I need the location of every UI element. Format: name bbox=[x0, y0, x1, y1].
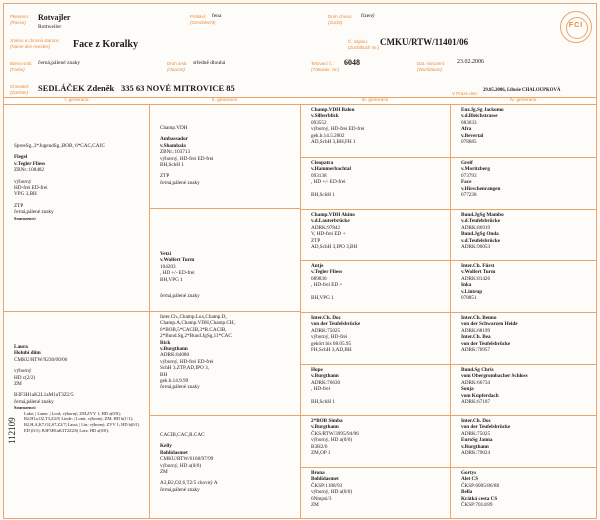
gen1-column bbox=[4, 105, 149, 518]
tattoo-value: 6048 bbox=[344, 58, 360, 67]
gen1-header: I. generace bbox=[4, 97, 149, 105]
gen4-cell: Gortys Alet CS ČKSP:6005/86/88 Bella Krátká cesta CS ČKSP:7014/89 bbox=[451, 467, 597, 518]
breed-value-de: Rottweiler bbox=[38, 24, 62, 30]
pedigree-document bbox=[3, 3, 597, 519]
gen2-header: II. generace bbox=[149, 97, 300, 105]
color-value: černá,pálené znaky bbox=[38, 60, 81, 66]
issued-value: 29.05.2006, Libuše CHALOUPKOVÁ bbox=[483, 88, 561, 93]
gen3-cell: Brona Bohlídasmet ČKSP:1188/93 výborný, HD a(0/0) 6Nmpsi/3 ZM bbox=[301, 467, 451, 518]
gen2-cell: Champ.VDH Ambassador v.Shambala ZBNr.:103713 výborný, HD-frei ED-frei BH,SchH 1 ZTP černá,pálené znaky bbox=[160, 125, 214, 186]
coat-value: středně dlouhá bbox=[193, 60, 226, 66]
gen4-column bbox=[450, 105, 597, 518]
coat-label: Druh srsti: (Haarart) bbox=[167, 61, 188, 72]
gen3-cell: Antje v.Tegler Fliess 089830 , HD-frei ED + BH,VPG 1 bbox=[301, 260, 451, 312]
gen4-cell: Bund.JgSg Mambo v.d.Teufelsbrücke ADRK:86919 Bund.JgSg Onda v.d.Teufelsbrücke ADRK:90053 bbox=[451, 209, 597, 260]
birth-label: Dat. narození: (Wurfdatum) bbox=[417, 61, 446, 72]
breed-value: Rotvajler bbox=[38, 13, 71, 22]
document-stamp-number: 112109 bbox=[7, 417, 17, 444]
breeding-type-label: Druh chovu: (Zucht) bbox=[328, 14, 353, 25]
gen4-cell: Greif v.Moritzberg 073793 Face v.Hirschenrangen 077238 bbox=[451, 157, 597, 209]
gen2-cell: CACIB,CAC,R.CAC Kelly Bohlídasmet CMKU/RTW/6168/97/99 výborný, HD a(0/0) ZM A3,B2,O2,6,T2/5 chovný A černá,pálené znaky bbox=[150, 415, 301, 518]
gen4-cell: Inter.Ch. Doc von der Teufelsbrücke ADRK:75025 EuroSg Janna v.Burgthann ADRK:79024 bbox=[451, 415, 597, 467]
breeder-name: SEDLÁČEK Zdeněk bbox=[38, 83, 115, 93]
breeding-type-value: řízený bbox=[361, 13, 375, 19]
issued-label: V Praze dne: bbox=[452, 91, 479, 96]
studbook-number: CMKU/RTW/11401/06 bbox=[380, 37, 469, 47]
tattoo-label: Tetovací č.: (Tätowier. Nr.) bbox=[311, 61, 340, 72]
gen3-header: III. generace bbox=[300, 97, 450, 105]
gen3-cell: Hope v.Burgthann ADRK:76630 , HD-frei BH,SchH 1 bbox=[301, 364, 451, 415]
gen3-cell: Cleopatra v.Hammerbachtal 093138 , HD +/- ED-frei BH,SchH 1 bbox=[301, 157, 451, 209]
birth-value: 23.02.2006 bbox=[457, 59, 484, 65]
gen3-cell: Champ.VDH Balou v.Silberblick 093552 výborný, HD-frei ED-frei gek.b.14.5.2002 AD,SchH 3,BH,FH 1 bbox=[311, 107, 365, 146]
color-label: Barva srsti: (Farbe) bbox=[10, 61, 33, 72]
gen2-cell: Vetzi v.Wolfert Turm 104203 , HD +/- ED-frei BH,VPG 1 černá,pálené znaky bbox=[150, 208, 301, 311]
dam-cell: Laura Holubí dům CMKU/RTW/9230/00/06 výborný HD c(2/2) ZM B3F3H1aK2L1aM1aT3Z2/5 černá,pálené znaky Sourozenci: Luke; | Lame; | Lord; výborný; ZM,ZVV 1; HD a(0/0); B2,H1a,O2,T3,Z2/5| Linde; | Lomi; výborný; ZM; HD b(1/1); B2,H,A,K7,O2,S7,Z2/7| Lassi; | Lin; výborný; ZVV 1; HD b(0/1) ED (0/1); B3F3H1aK3T2Z2/6| Lotz; HD a(0/0); bbox=[4, 311, 149, 518]
breeder-label: Chovatel: (Züchter) bbox=[10, 84, 30, 95]
siblings-text: Luke; | Lame; | Lord; výborný; ZM,ZVV 1; HD a(0/0); B2,H1a,O2,T3,Z2/5| Linde; | Lomi; výborný; ZM; HD b(1/1); B2,H,A,K7,O2,S7,Z2/7| Lassi; | Lin; výborný; ZVV 1; HD b(0/1) ED (0/1); B3F3H1aK3T2Z2/6| Lotz; HD a(0/0); bbox=[24, 410, 140, 433]
dog-name: Face z Koralky bbox=[73, 39, 138, 50]
gen4-header: IV. generace bbox=[450, 97, 596, 105]
gen4-cell: Inter.Ch. Benno von der Schwarzen Heide ADRK:68199 Inter.Ch. Bea von der Teufelsbrücke ADRK:70957 bbox=[451, 312, 597, 364]
sex-value: fena bbox=[212, 13, 222, 19]
sex-label: Pohlaví: (Geschlecht) bbox=[190, 14, 216, 25]
gen3-column bbox=[300, 105, 451, 518]
fci-logo: FCI bbox=[560, 11, 592, 43]
breeder-address: 335 63 NOVÉ MITROVICE 85 bbox=[121, 83, 235, 93]
pedigree-grid bbox=[4, 97, 596, 518]
studbook-label: Č. zápisu: (Zuchtbuch Nr.) bbox=[348, 39, 380, 50]
gen3-cell: 2*BOB Simba v.Burgthann ČKS/RTW/3995/94/96 výborný, HD a(0/0) B3H2/6 ZM,OP 1 bbox=[301, 415, 451, 467]
breed-label: Plemeno: (Rasse) bbox=[10, 14, 30, 25]
gen2-cell: Inter.Ch.,Champ.Lux,Champ.D, Champ.A,Champ.VDH,Champ.CH, 6*BOB,5*CACIB,3*R.CACIB, 2*Bund.Sg,2*Bund.JgSg,11*CAC Rick v.Burgthann ADRK:84080 výborný, HD-frei ED-frei SchH 3,ZTP,AD,IPO 3, BH gek.b.14.9.99 černá,pálené znaky bbox=[150, 311, 301, 415]
sire-cell: SpreeSg.,3*JugendSg.,BOB, 6*CAC,CAJC Flegel v.Tegler Fliess ZBNr.:108482 výborný HD-frei ED-frei VPG 3,BH ZTP černá,pálené znaky Sourozenci: bbox=[14, 143, 105, 221]
gen3-cell: Inter.Ch. Doc von der Teufelsbrücke ADRK:75025 výborný, HD-frei gekört bis 08.05.95 FH,SchH 3,AD,BH bbox=[301, 312, 451, 364]
gen3-cell: Champ.VDH Akino v.d.Lauterbrücke ADRK:97842 V, HD-frei ED + ZTP AD,SchH 3,IPO 3,BH bbox=[301, 209, 451, 260]
gen4-cell: Bund.Sg Chris vom Obergrombacher Schloss ADRK:66734 Sonja vom Kupferdach ADRK:67187 bbox=[451, 364, 597, 415]
gen4-cell: Inter.Ch. Fürst v.Wolfert Turm ADRK:81426 Inka v.Lintrup 078851 bbox=[451, 260, 597, 312]
gen4-cell: Eur.Jg.Sg Jackomo v.d.Bleichstrasse 083033 Afra v.Bevertal 078685 bbox=[461, 107, 504, 146]
gen2-column bbox=[149, 105, 301, 518]
name-label: Jméno a chovná stanice: (Name des Hundes) bbox=[10, 38, 60, 49]
